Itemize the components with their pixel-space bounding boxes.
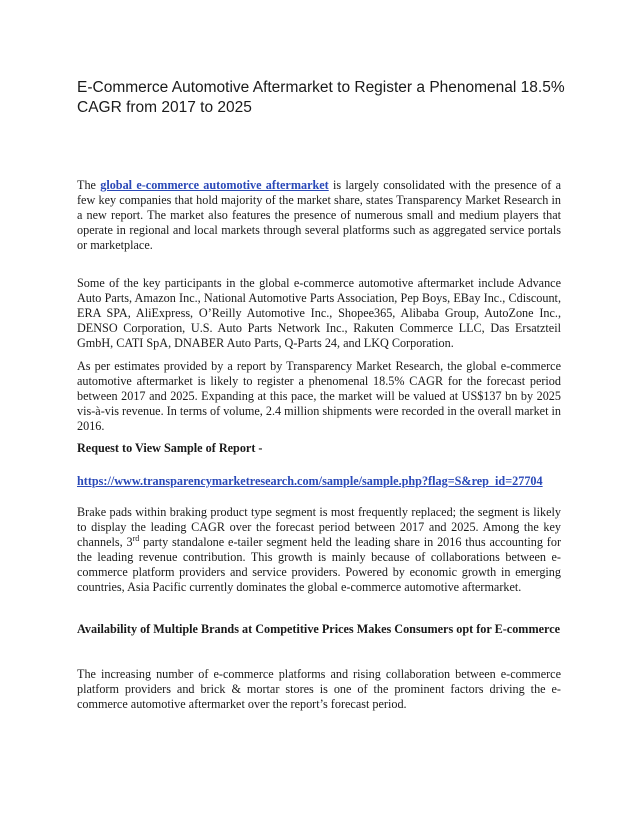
- drivers-paragraph: The increasing number of e-commerce platforms and rising collaboration between e-commerce platform providers and brick & mortar stores is one of the prominent factors driving the e-commerce automotive aftermarket over the report’s forecast period.: [77, 667, 561, 712]
- segments-paragraph: [77, 505, 561, 596]
- section-subheading: Availability of Multiple Brands at Competitive Prices Makes Consumers opt for E-commerce: [77, 622, 561, 636]
- page-title: E-Commerce Automotive Aftermarket to Register a Phenomenal 18.5% CAGR from 2017 to 2025: [77, 79, 565, 116]
- market-link[interactable]: global e-commerce automotive aftermarket: [100, 178, 329, 192]
- segments-text-end: party standalone e-tailer segment held the leading share in 2016 thus accounting for the leading revenue contribution. This growth is mainly because of collaborations between e-commerce platform providers and service providers. Powered by economic growth in emerging countries, Asia Pacific currently dominates the global e-commerce automotive aftermarket.: [77, 535, 561, 595]
- participants-paragraph: Some of the key participants in the global e-commerce automotive aftermarket include Advance Auto Parts, Amazon Inc., National Automotive Parts Association, Pep Boys, EBay Inc., Cdiscount, ERA SPA, AliExpress, O’Reilly Automotive Inc., Shopee365, Alibaba Group, AutoZone Inc., DENSO Corporation, U.S. Auto Parts Network Inc., Rakuten Commerce LLC, Das Ersatzteil GmbH, CATI SpA, DNABER Auto Parts, Q-Parts 24, and LKQ Corporation.: [77, 276, 561, 351]
- intro-text-end: is largely consolidated with the presence of a few key companies that hold majority of the market share, states Transparency Market Research in a new report. The market also features the presence of numerous small and medium players that operate in regional and local markets through several platforms such as aggregated service portals or marketplace.: [77, 178, 561, 253]
- sample-url-paragraph: [77, 474, 561, 489]
- sample-request-heading: Request to View Sample of Report -: [77, 441, 263, 455]
- segments-text-start: Brake pads within braking product type segment is most frequently replaced; the segment is likely to display the leading CAGR over the forecast period between 2017 and 2025. Among the key channels, 3: [77, 505, 561, 550]
- intro-paragraph: [77, 178, 561, 253]
- estimates-paragraph: As per estimates provided by a report by Transparency Market Research, the global e-commerce automotive aftermarket is likely to register a phenomenal 18.5% CAGR for the forecast period between 2017 and 2025. Expanding at this pace, the market will be valued at US$137 bn by 2025 vis-à-vis revenue. In terms of volume, 2.4 million shipments were recorded in the overall market in 2016.: [77, 359, 561, 434]
- ordinal-superscript: rd: [132, 534, 140, 544]
- intro-text-start: The: [77, 178, 101, 192]
- sample-report-link[interactable]: https://www.transparencymarketresearch.com/sample/sample.php?flag=S&rep_id=27704: [77, 474, 543, 488]
